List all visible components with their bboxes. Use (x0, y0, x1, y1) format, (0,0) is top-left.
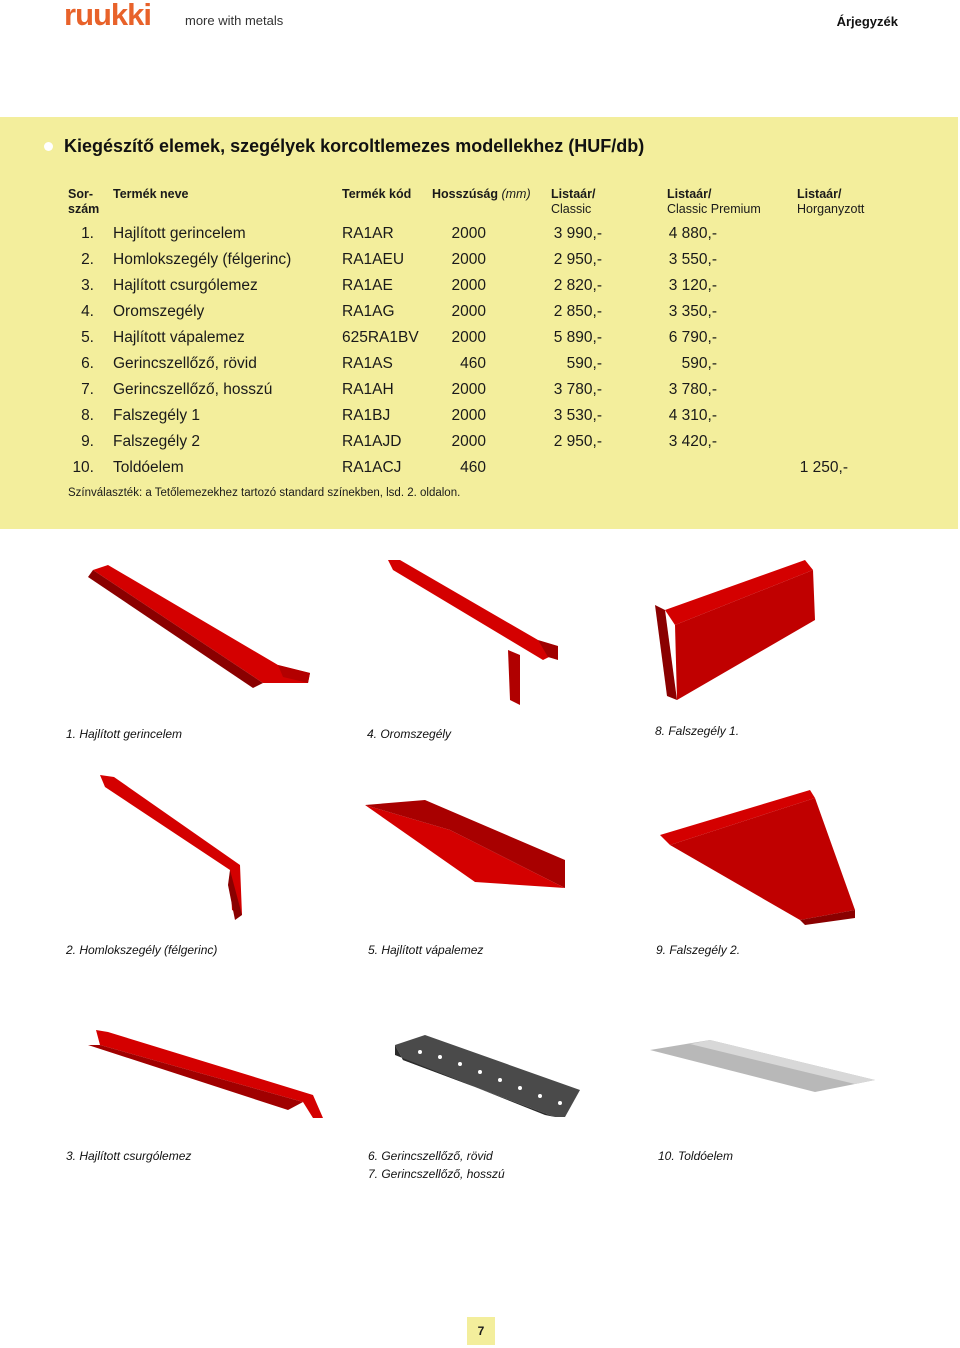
cell-no: 10. (72, 459, 94, 476)
product-image-csurgolemez (88, 1030, 328, 1120)
header-length: Hosszúság (mm) (432, 187, 531, 201)
caption-2: 2. Homlokszegély (félgerinc) (66, 943, 218, 957)
brand-tagline: more with metals (185, 13, 284, 28)
cell-name: Gerincszellőző, hosszú (113, 381, 273, 398)
cell-code: RA1AEU (342, 251, 405, 268)
color-note: Színválaszték: a Tetőlemezekhez tartozó standard színekben, lsd. 2. oldalon. (68, 487, 461, 499)
cell-galv: 1 250,- (799, 459, 848, 476)
cell-premium: 590,- (681, 355, 717, 372)
cell-no: 6. (81, 355, 94, 372)
table-row (0, 459, 958, 485)
header-premium: Listaár/ Classic Premium (667, 187, 761, 216)
cell-length: 2000 (451, 303, 486, 320)
table-row (0, 251, 958, 277)
cell-code: RA1AJD (342, 433, 402, 450)
cell-length: 460 (460, 459, 486, 476)
cell-length: 2000 (451, 225, 486, 242)
cell-code: RA1AH (342, 381, 394, 398)
header-code: Termék kód (342, 187, 412, 201)
cell-code: RA1AG (342, 303, 395, 320)
product-image-toldoelem (650, 1040, 875, 1095)
cell-name: Falszegély 1 (113, 407, 201, 424)
cell-length: 2000 (451, 329, 486, 346)
caption-8: 8. Falszegély 1. (655, 724, 740, 738)
cell-no: 9. (81, 433, 94, 450)
cell-length: 2000 (451, 407, 486, 424)
cell-name: Falszegély 2 (113, 433, 201, 450)
caption-3: 3. Hajlított csurgólemez (66, 1149, 192, 1163)
cell-classic: 2 950,- (553, 433, 602, 450)
cell-no: 8. (81, 407, 94, 424)
bullet-icon (44, 142, 53, 151)
cell-classic: 3 780,- (553, 381, 602, 398)
header-name: Termék neve (113, 187, 189, 201)
cell-name: Toldóelem (113, 459, 184, 476)
product-image-oromszegely (388, 560, 568, 710)
brand-logo: ruukki (64, 0, 152, 32)
product-image-falszegely-1 (655, 560, 820, 705)
product-image-gerincelem (88, 565, 318, 690)
table-row (0, 303, 958, 329)
cell-no: 3. (81, 277, 94, 294)
product-image-falszegely-2 (660, 790, 860, 925)
cell-premium: 3 350,- (668, 303, 717, 320)
product-image-vapalemez (365, 800, 570, 895)
cell-classic: 2 950,- (553, 251, 602, 268)
caption-6: 6. Gerincszellőző, rövid (368, 1149, 493, 1163)
table-row (0, 329, 958, 355)
cell-code: RA1AR (342, 225, 394, 242)
cell-no: 4. (81, 303, 94, 320)
cell-classic: 3 990,- (553, 225, 602, 242)
cell-length: 2000 (451, 277, 486, 294)
cell-length: 2000 (451, 433, 486, 450)
product-image-gerincszellozo (395, 1035, 585, 1120)
cell-code: RA1BJ (342, 407, 391, 424)
table-row (0, 277, 958, 303)
cell-name: Hajlított vápalemez (113, 329, 245, 346)
table-row (0, 225, 958, 251)
product-image-homlokszegely (100, 775, 250, 925)
cell-classic: 2 850,- (553, 303, 602, 320)
table-row (0, 381, 958, 407)
caption-7: 7. Gerincszellőző, hosszú (368, 1167, 505, 1181)
caption-1: 1. Hajlított gerincelem (66, 727, 183, 741)
cell-length: 2000 (451, 381, 486, 398)
caption-5: 5. Hajlított vápalemez (368, 943, 484, 957)
cell-code: 625RA1BV (342, 329, 419, 346)
cell-name: Gerincszellőző, rövid (113, 355, 257, 372)
cell-no: 2. (81, 251, 94, 268)
cell-code: RA1AS (342, 355, 393, 372)
page-number: 7 (467, 1317, 495, 1345)
caption-10: 10. Toldóelem (658, 1149, 733, 1163)
table-row (0, 355, 958, 381)
cell-premium: 4 310,- (668, 407, 717, 424)
header-classic: Listaár/ Classic (551, 187, 596, 216)
table-row (0, 407, 958, 433)
cell-no: 7. (81, 381, 94, 398)
cell-length: 460 (460, 355, 486, 372)
cell-name: Oromszegély (113, 303, 205, 320)
cell-classic: 2 820,- (553, 277, 602, 294)
cell-name: Hajlított gerincelem (113, 225, 246, 242)
cell-no: 1. (81, 225, 94, 242)
cell-premium: 6 790,- (668, 329, 717, 346)
cell-classic: 590,- (566, 355, 602, 372)
cell-code: RA1AE (342, 277, 393, 294)
cell-classic: 3 530,- (553, 407, 602, 424)
caption-9: 9. Falszegély 2. (656, 943, 741, 957)
cell-premium: 3 420,- (668, 433, 717, 450)
cell-name: Hajlított csurgólemez (113, 277, 258, 294)
header-galvanized: Listaár/ Horganyzott (797, 187, 865, 216)
document-title: Árjegyzék (836, 14, 898, 29)
cell-no: 5. (81, 329, 94, 346)
cell-premium: 3 120,- (668, 277, 717, 294)
cell-premium: 3 780,- (668, 381, 717, 398)
cell-premium: 4 880,- (668, 225, 717, 242)
cell-name: Homlokszegély (félgerinc) (113, 251, 292, 268)
section-title: Kiegészítő elemek, szegélyek korcoltlemezes modellekhez (HUF/db) (44, 136, 644, 157)
table-row (0, 433, 958, 459)
cell-classic: 5 890,- (553, 329, 602, 346)
header-no: Sor- szám (68, 187, 100, 216)
cell-premium: 3 550,- (668, 251, 717, 268)
cell-length: 2000 (451, 251, 486, 268)
caption-4: 4. Oromszegély (367, 727, 452, 741)
cell-code: RA1ACJ (342, 459, 402, 476)
